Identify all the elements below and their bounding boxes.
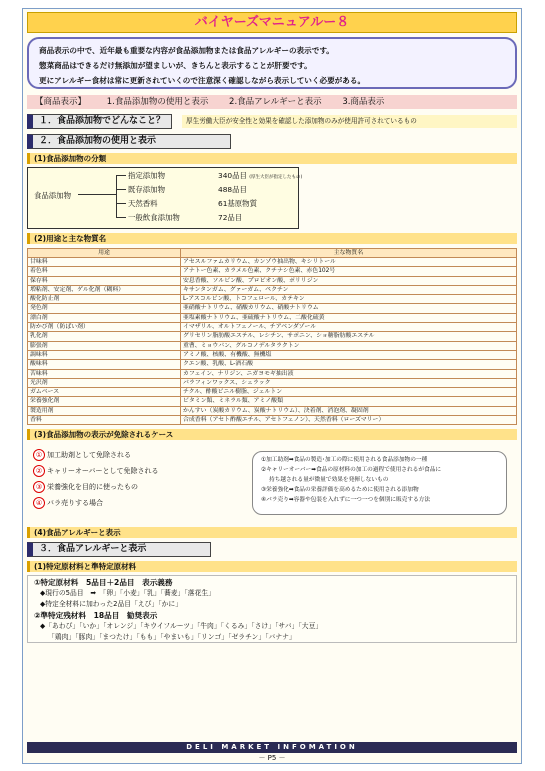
- table-row: [28, 397, 517, 406]
- exemption-case: ① 加工助剤として免除される: [33, 449, 131, 461]
- table-row: [28, 295, 517, 304]
- additive-class: 天然香料: [128, 199, 158, 208]
- use-cell: 甘味料: [28, 258, 181, 267]
- intro-box: [27, 37, 517, 89]
- section1-description: 厚生労働大臣が安全性と効果を確認した添加物のみが使用許可されているもの: [182, 115, 517, 128]
- additive-class: 既存添加物: [128, 185, 165, 194]
- substance-cell: 亜硝酸ナトリウム、硝酸カリウム、硝酸ナトリウム: [181, 304, 517, 313]
- use-cell: 漂白剤: [28, 313, 181, 322]
- substance-cell: 安息香酸、ソルビン酸、プロピオン酸、ポリリジン: [181, 276, 517, 285]
- tree-connector: [116, 203, 126, 204]
- manual-page: [22, 8, 522, 764]
- table-row: [28, 378, 517, 387]
- explanation-line: ②キャリーオーバー➡食品の原材料の加工の過程で使用されるが食品に: [261, 467, 442, 474]
- additive-class: 一般飲食添加物: [128, 213, 180, 222]
- use-cell: 製造用剤: [28, 406, 181, 415]
- substance-cell: キサンタンガム、グァーガム、ペクチン: [181, 285, 517, 294]
- table-row: [28, 360, 517, 369]
- allergen-line: 「鶏肉」「豚肉」「まつたけ」「もも」「やまいも」「リンゴ」「ゼラチン」「バナナ」: [48, 633, 296, 642]
- substance-cell: アミノ酸、核酸、有機酸、無機塩: [181, 350, 517, 359]
- column-header: 用途: [28, 249, 181, 258]
- intro-line: 惣菜商品はできるだけ無添加が望ましいが、きちんと表示することが肝要です。: [39, 61, 312, 70]
- use-cell: 酸味料: [28, 360, 181, 369]
- allergen-line: ①特定原材料 5品目＋2品目 表示義務: [34, 578, 173, 588]
- classification-tree: [27, 167, 303, 229]
- explanation-line: ③栄養強化➡食品の栄養評価を高めるために使用される添加物: [261, 487, 419, 494]
- section2-heading: ２．食品添加物の使用と表示: [27, 134, 231, 149]
- table-row: [28, 350, 517, 359]
- table-row: [28, 369, 517, 378]
- table-row: [28, 416, 517, 425]
- additive-count: 340品目 (厚生大臣が指定したもの): [218, 171, 303, 180]
- case-number-badge: ①: [33, 449, 45, 461]
- substance-cell: パラフィンワックス、シェラック: [181, 378, 517, 387]
- topic-label: 【商品表示】: [35, 97, 87, 107]
- classification-heading: (1)食品添加物の分類: [27, 153, 517, 164]
- use-cell: 防かび剤（防ばい剤）: [28, 323, 181, 332]
- use-cell: 乳化剤: [28, 332, 181, 341]
- topic-bar: [27, 95, 517, 109]
- table-row: [28, 313, 517, 322]
- additive-count: 61基原物質: [218, 199, 257, 208]
- exemption-case: ④ バラ売りする場合: [33, 497, 103, 509]
- exemption-area: [27, 443, 517, 523]
- use-cell: 膨張剤: [28, 341, 181, 350]
- use-cell: 調味料: [28, 350, 181, 359]
- uses-table-body: [28, 258, 517, 425]
- use-cell: ガムベース: [28, 388, 181, 397]
- additive-count: 488品目: [218, 185, 247, 194]
- substance-cell: チクル、酢酸ビニル樹脂、ジェルトン: [181, 388, 517, 397]
- additive-note: (厚生大臣が指定したもの): [249, 175, 303, 180]
- section1-row: [27, 114, 517, 129]
- table-row: [28, 323, 517, 332]
- use-cell: 栄養強化剤: [28, 397, 181, 406]
- exemption-case: ③ 栄養強化を目的に使ったもの: [33, 481, 138, 493]
- substance-cell: 合成香料（アセト酢酸エチル、アセトフェノン）、天然香料（ローズマリー）: [181, 416, 517, 425]
- intro-line: 商品表示の中で、近年最も重要な内容が食品添加物または食品アレルギーの表示です。: [39, 46, 334, 55]
- additive-count: 72品目: [218, 213, 243, 222]
- footer-banner: DELI MARKET INFOMATION: [27, 742, 517, 753]
- topic-item: 3.商品表示: [342, 97, 385, 107]
- use-cell: 保存料: [28, 276, 181, 285]
- tree-connector: [116, 175, 126, 176]
- table-row: [28, 276, 517, 285]
- column-header: 主な物質名: [181, 249, 517, 258]
- exemption-explanation-box: [252, 451, 507, 515]
- table-row: [28, 341, 517, 350]
- substance-cell: ビタミン類、ミネラル類、アミノ酸類: [181, 397, 517, 406]
- tree-connector: [116, 189, 126, 190]
- explanation-line: ④バラ売り➡容器や包装を入れずに一つ一つを個別に販売する方法: [261, 497, 431, 504]
- use-cell: 発色剤: [28, 304, 181, 313]
- table-row: [28, 332, 517, 341]
- explanation-line: ①加工助剤➡食品の製造･加工の際に使用される食品添加物の一種: [261, 457, 428, 464]
- substance-cell: アナトー色素、カラメル色素、クチナシ色素、赤色102号: [181, 267, 517, 276]
- case-number-badge: ③: [33, 481, 45, 493]
- topic-item: 2.食品アレルギーと表示: [229, 97, 322, 107]
- section3-heading: ３．食品アレルギーと表示: [27, 542, 211, 557]
- use-cell: 酸化防止剤: [28, 295, 181, 304]
- uses-table: [27, 248, 517, 425]
- allergen-list: [27, 575, 517, 643]
- topic-item: 1.食品添加物の使用と表示: [106, 97, 209, 107]
- substance-cell: かんすい（炭酸カリウム、炭酸ナトリウム）、決着剤、消泡剤、凝固剤: [181, 406, 517, 415]
- substance-cell: グリセリン脂肪酸エステル、レシチン、サポニン、ショ糖脂肪酸エステル: [181, 332, 517, 341]
- table-row: [28, 285, 517, 294]
- case-number-badge: ④: [33, 497, 45, 509]
- substance-cell: 重曹、ミョウバン、グルコノデルタラクトン: [181, 341, 517, 350]
- page-title: バイヤーズマニュアルー８: [27, 12, 517, 33]
- tree-connector: [116, 217, 126, 218]
- tree-connector: [78, 194, 116, 195]
- case-number-badge: ②: [33, 465, 45, 477]
- intro-line: 更にアレルギー食材は常に更新されていくので注意深く確認しながら表示していく必要がある。: [39, 76, 366, 85]
- allergen-heading: (1)特定原材料と準特定原材料: [27, 561, 517, 572]
- substance-cell: イマザリル、オルトフェノール、チアベンダゾール: [181, 323, 517, 332]
- table-row: [28, 258, 517, 267]
- additive-class: 指定添加物: [128, 171, 165, 180]
- table-row: [28, 267, 517, 276]
- substance-cell: クエン酸、乳酸、L-酒石酸: [181, 360, 517, 369]
- uses-heading: (2)用途と主な物質名: [27, 233, 517, 244]
- allergen-line: ◆現行の5品目 ➡ 「卵」「小麦」「乳」「蕎麦」「落花生」: [40, 589, 215, 598]
- table-header-row: [28, 249, 517, 258]
- allergen-line: ◆特定全材料に加わった2品目「えび」「かに」: [40, 600, 183, 609]
- exemption-heading: (3)食品添加物の表示が免除されるケース: [27, 429, 517, 440]
- substance-cell: カフェイン、ナリジン、ニガヨモギ抽出液: [181, 369, 517, 378]
- use-cell: 香料: [28, 416, 181, 425]
- allergy-display-heading: (4)食品アレルギーと表示: [27, 527, 517, 538]
- tree-connector: [116, 175, 117, 217]
- explanation-line: 持ち越される量が微量で効果を発揮しないもの: [269, 477, 389, 484]
- exemption-case: ② キャリーオーバーとして免除される: [33, 465, 159, 477]
- substance-cell: L-アスコルビン酸、トコフェロール、カテキン: [181, 295, 517, 304]
- substance-cell: 亜塩素酸ナトリウム、亜硫酸ナトリウム、二酸化硫黄: [181, 313, 517, 322]
- allergen-line: ②準特定残材料 18品目 勧奨表示: [34, 611, 158, 621]
- table-row: [28, 406, 517, 415]
- substance-cell: アセスルファムカリウム、カンゾウ抽出物、キシリトール: [181, 258, 517, 267]
- use-cell: 着色料: [28, 267, 181, 276]
- allergen-line: ◆「あわび」「いか」「オレンジ」「キウイフルーツ」「牛肉」「くるみ」「さけ」「サバ」「大豆」: [40, 622, 323, 631]
- tree-root: 食品添加物: [34, 191, 71, 200]
- page-number: － P5 －: [258, 754, 286, 762]
- use-cell: 光沢剤: [28, 378, 181, 387]
- use-cell: 増粘剤、安定剤、ゲル化剤（糊料）: [28, 285, 181, 294]
- table-row: [28, 388, 517, 397]
- section1-heading: １．食品添加物でどんなこと？: [27, 114, 172, 129]
- table-row: [28, 304, 517, 313]
- use-cell: 苦味料: [28, 369, 181, 378]
